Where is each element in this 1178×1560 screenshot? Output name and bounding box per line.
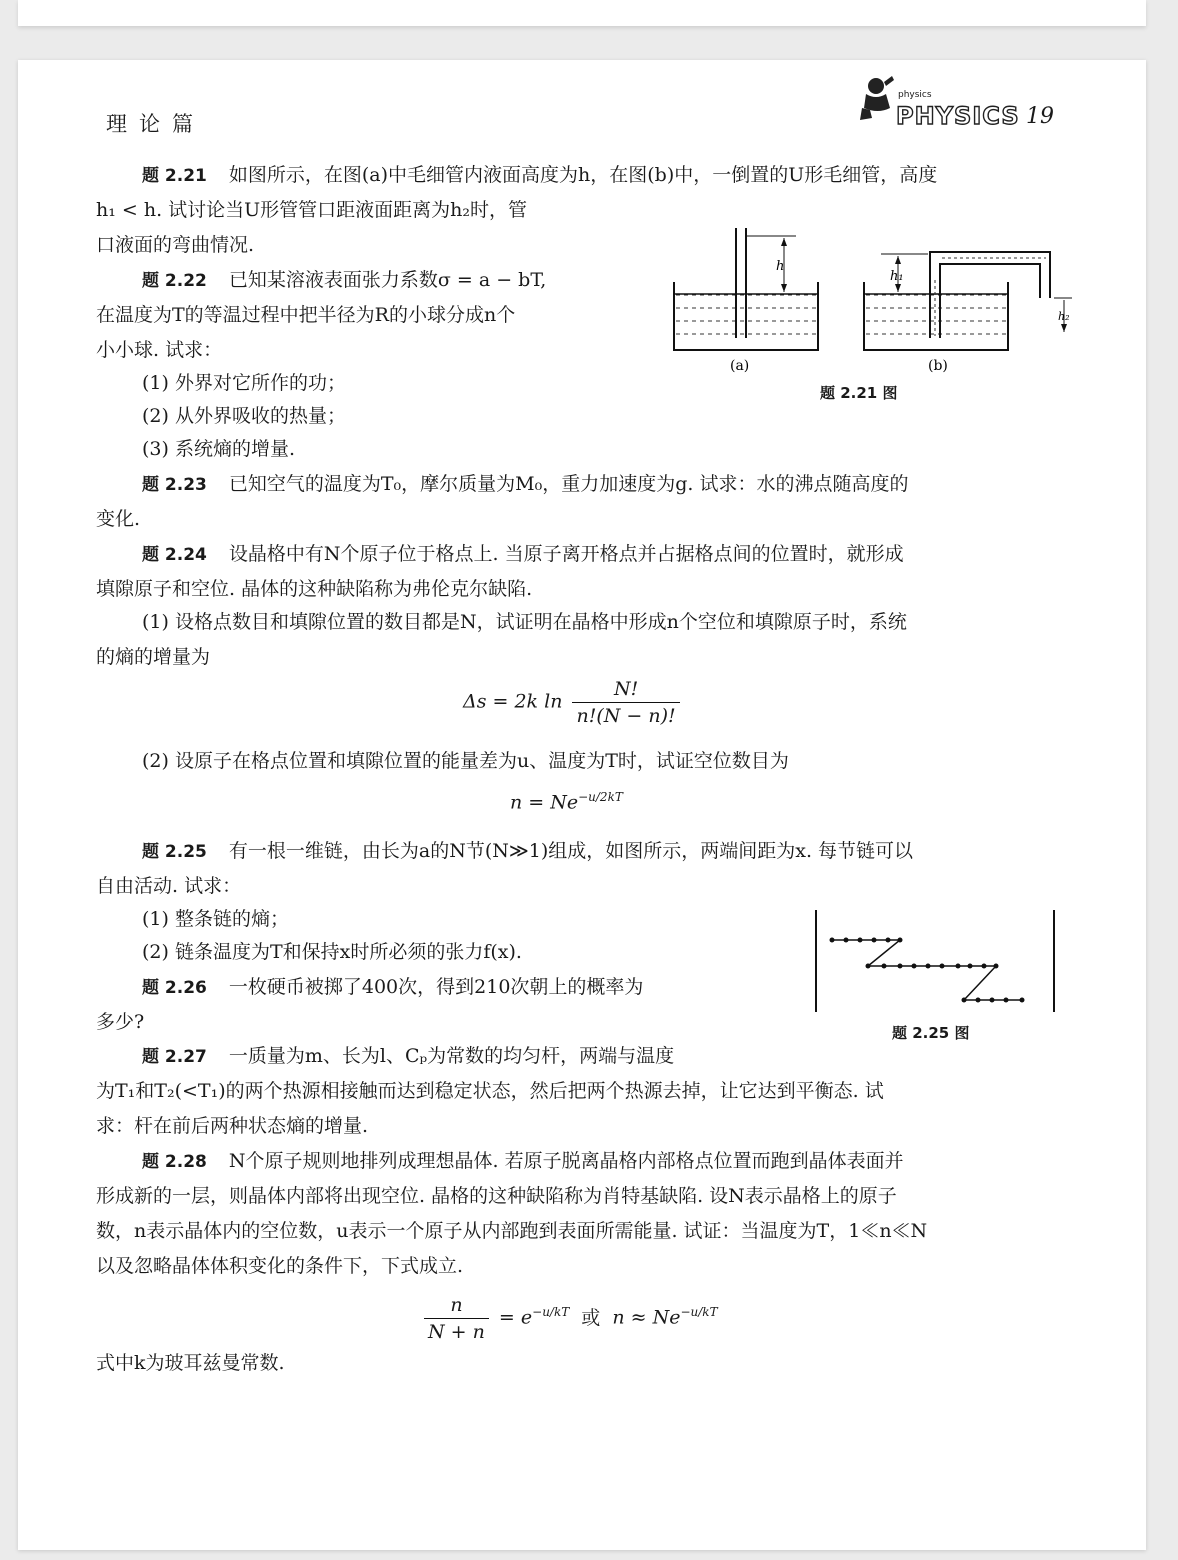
problem-2-22-item-3: (3) 系统熵的增量. <box>142 438 295 460</box>
problem-2-27-line-3: 求：杆在前后两种状态熵的增量. <box>96 1115 369 1137</box>
problem-2-21-line-1: 题 2.21 如图所示，在图(a)中毛细管内液面高度为h，在图(b)中，一倒置的U形毛细管，高度 <box>142 164 938 186</box>
page-number: 19 <box>1026 104 1054 129</box>
problem-2-22-line-3: 小小球. 试求： <box>96 339 223 361</box>
problem-2-24-line-1: 题 2.24 设晶格中有N个原子位于格点上. 当原子离开格点并占据格点间的位置时，就形成 <box>142 543 904 565</box>
problem-2-22-item-2: (2) 从外界吸收的热量； <box>142 405 346 427</box>
figure-label-h1: h₁ <box>890 269 904 284</box>
problem-2-28-line-4: 以及忽略晶体体积变化的条件下，下式成立. <box>96 1255 464 1277</box>
figure-b-liquid <box>866 295 1006 334</box>
problem-2-28-line-2: 形成新的一层，则晶体内部将出现空位. 晶格的这种缺陷称为肖特基缺陷. 设N表示晶格上的原子 <box>96 1185 897 1207</box>
figure-label-h: h <box>776 259 785 274</box>
section-header: 理论篇 <box>106 112 205 136</box>
problem-2-22-line-2: 在温度为T的等温过程中把半径为R的小球分成n个 <box>96 304 516 326</box>
document-page <box>18 60 1146 1550</box>
equation-vacancy: $n = Ne^{-u/2kT}$ <box>510 790 623 814</box>
problem-2-22-line-1: 题 2.22 已知某溶液表面张力系数σ = a − bT, <box>142 269 547 291</box>
previous-page-edge <box>18 0 1146 26</box>
problem-2-21-line-3: 口液面的弯曲情况. <box>96 234 255 256</box>
logo-text: PHYSICS <box>896 102 1020 130</box>
problem-2-26-line-2: 多少? <box>96 1011 145 1033</box>
problem-2-22-item-1: (1) 外界对它所作的功； <box>142 372 346 394</box>
problem-2-23-line-1: 题 2.23 已知空气的温度为T₀，摩尔质量为M₀，重力加速度为g. 试求：水的沸点随高度的 <box>142 473 909 495</box>
chain-nodes <box>830 938 1025 1003</box>
equation-entropy: Δs = 2k ln $\frac{N!}{n!(N - n)!}$ <box>463 678 684 727</box>
chain-links <box>832 940 1022 1000</box>
problem-2-28-line-1: 题 2.28 N个原子规则地排列成理想晶体. 若原子脱离晶格内部格点位置而跑到晶体表面并 <box>142 1150 904 1172</box>
equation-schottky: $\frac{n}{N + n}$ = $e^{-u/kT}$ 或 $n \approx Ne^{-u/kT}$ <box>420 1294 718 1343</box>
logo-small-text: physics <box>898 90 932 100</box>
problem-2-28-line-3: 数，n表示晶体内的空位数，u表示一个原子从内部跑到表面所需能量. 试证：当温度为T，1≪n≪N <box>96 1220 928 1242</box>
problem-2-28-footer: 式中k为玻耳兹曼常数. <box>96 1352 285 1374</box>
figure-b-container <box>864 282 1008 350</box>
figure-2-21-caption: 题 2.21 图 <box>820 384 898 402</box>
figure-label-a: (a) <box>730 358 750 374</box>
problem-2-24-line-2: 填隙原子和空位. 晶体的这种缺陷称为弗伦克尔缺陷. <box>96 578 533 600</box>
problem-2-27-line-1: 题 2.27 一质量为m、长为l、Cₚ为常数的均匀杆，两端与温度 <box>142 1045 675 1067</box>
problem-2-25-item-2: (2) 链条温度为T和保持x时所必须的张力f(x). <box>142 941 522 963</box>
problem-2-24-item-2: (2) 设原子在格点位置和填隙位置的能量差为u、温度为T时，试证空位数目为 <box>142 750 789 772</box>
figure-2-25-caption: 题 2.25 图 <box>892 1024 970 1042</box>
figure-2-25 <box>810 906 1060 1016</box>
problem-2-27-line-2: 为T₁和T₂(<T₁)的两个热源相接触而达到稳定状态，然后把两个热源去掉，让它达到平衡态. 试 <box>96 1080 884 1102</box>
figure-label-b: (b) <box>928 358 948 374</box>
problem-2-26-line-1: 题 2.26 一枚硬币被掷了400次，得到210次朝上的概率为 <box>142 976 644 998</box>
problem-2-25-line-2: 自由活动. 试求： <box>96 875 242 897</box>
problem-2-25-item-1: (1) 整条链的熵； <box>142 908 289 930</box>
figure-label-h2: h₂ <box>1058 310 1070 323</box>
problem-2-24-item-1a: (1) 设格点数目和填隙位置的数目都是N，试证明在晶格中形成n个空位和填隙原子时，系统 <box>142 611 907 633</box>
physics-mascot-icon <box>858 74 898 124</box>
problem-2-23-line-2: 变化. <box>96 508 141 530</box>
problem-2-21-line-2: h₁ < h. 试讨论当U形管管口距液面距离为h₂时，管 <box>96 199 528 221</box>
problem-2-25-line-1: 题 2.25 有一根一维链，由长为a的N节(N≫1)组成，如图所示，两端间距为x. 每节链可以 <box>142 840 914 862</box>
problem-2-24-item-1b: 的熵的增量为 <box>96 646 211 668</box>
